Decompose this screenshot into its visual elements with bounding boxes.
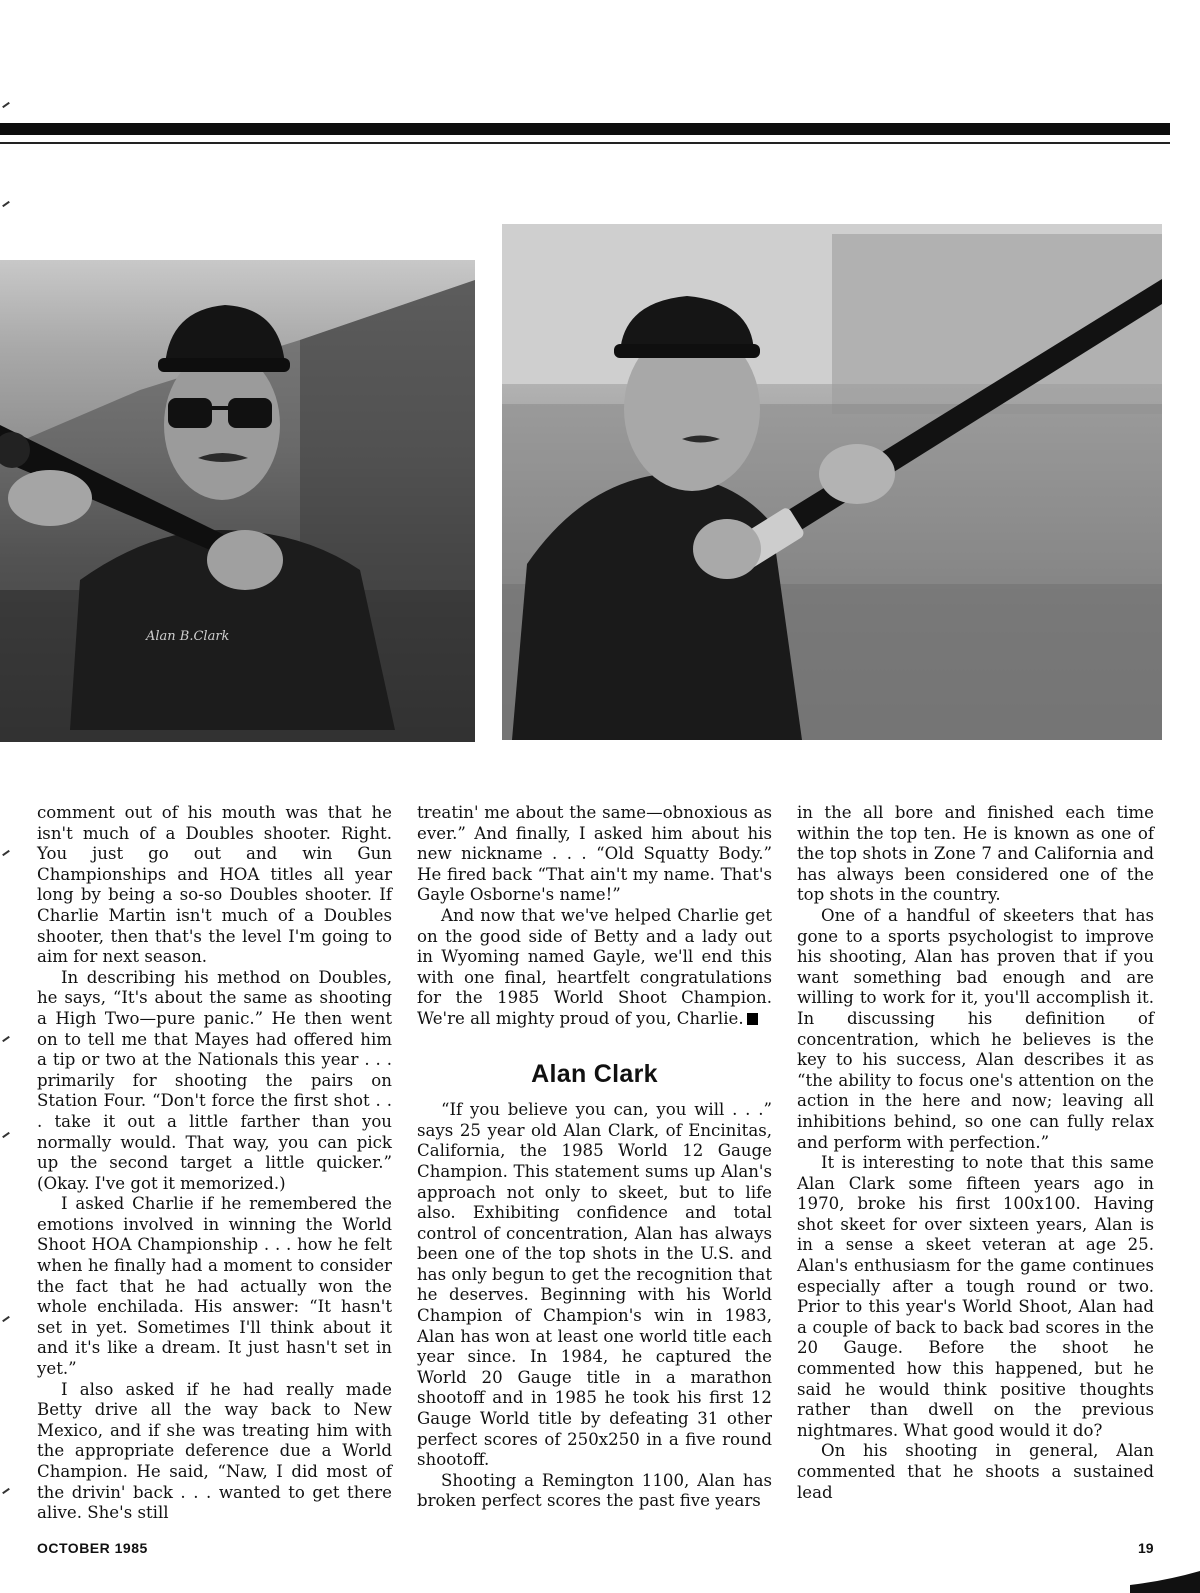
footer-page-number: 19 [1138,1540,1154,1556]
body-paragraph-text: And now that we've helped Charlie get on the good side of Betty and a lady out in Wyoming named Gayle, we'll end this with one final, heartfelt congratulations for the 1985 World Shoot Champion. We're all mighty proud of you, Charlie. [417,905,772,1028]
margin-tick [2,201,10,207]
body-paragraph: In describing his method on Doubles, he says, “It's about the same as shooting a High Two—pure panic.” He then went on to tell me that Mayes had offered him a tip or two at the Nationals this year . . . primarily for shooting the pairs on Station Four. “Don't force the first shot . . . take it out a little farther than you normally would. That way, you can pick up the second target a little quicker.” (Okay. I've got it memorized.) [37,967,392,1193]
closing-paragraph [417,906,772,1030]
body-paragraph: “If you believe you can, you will . . .” says 25 year old Alan Clark, of Encinitas, California, the 1985 World 12 Gauge Champion. This statement sums up Alan's approach not only to skeet, but to life also. Exhibiting confidence and total control of concentration, Alan has always been one of the top shots in the U.S. and has only begun to get the recognition that he deserves. Beginning with his World Champion of Champion's win in 1983, Alan has won at least one world title each year since. In 1984, he captured the World 20 Gauge title in a marathon shootoff and in 1985 he took his first 12 Gauge World title by defeating 31 other perfect scores of 250x250 in a five round shootoff. [417,1100,772,1470]
photo-alan-clark-sunglasses [0,260,475,742]
header-thin-rule [0,142,1170,144]
footer-issue-date: OCTOBER 1985 [37,1540,148,1556]
body-paragraph: It is interesting to note that this same Alan Clark some fifteen years ago in 1970, broke his first 100x100. Having shot skeet for over sixteen years, Alan is in a sense a skeet veteran at age 25. Alan's enthusiasm for the game continues especially after a tough round or two. Prior to this year's World Shoot, Alan had a couple of back to back bad scores in the 20 Gauge. Before the shoot he commented how this happened, but he said he would think positive thoughts rather than dwell on the previous nightmares. What good would it do? [797,1153,1154,1440]
body-paragraph: comment out of his mouth was that he isn't much of a Doubles shooter. Right. You just go out and win Gun Championships and HOA titles all year long by being a so-so Doubles shooter. If Charlie Martin isn't much of a Doubles shooter, then that's the level I'm going to aim for next season. [37,803,392,967]
body-paragraph: I also asked if he had really made Betty drive all the way back to New Mexico, and if she was treating him with the appropriate deference due a World Champion. He said, “Naw, I did most of the drivin' back . . . wanted to get there alive. She's still [37,1379,392,1523]
margin-tick [2,1036,10,1042]
margin-tick [2,1488,10,1494]
corner-swoosh-mark [1130,1563,1200,1593]
margin-tick [2,1132,10,1138]
body-paragraph: One of a handful of skeeters that has gone to a sports psychologist to improve his shooting, Alan has proven that if you want something bad enough and are willing to work for it, you'll accomplish it. In discussing his definition of concentration, which he believes is the key to his success, Alan describes it as “the ability to focus one's attention on the action in the here and now; leaving all inhibitions behind, so one can fully relax and perform with perfection.” [797,905,1154,1152]
margin-tick [2,102,10,108]
margin-tick [2,850,10,856]
body-paragraph: On his shooting in general, Alan commented that he shoots a sustained lead [797,1441,1154,1502]
article-column-2 [417,803,772,1512]
margin-tick [2,1316,10,1322]
body-paragraph: I asked Charlie if he remembered the emotions involved in winning the World Shoot HOA Championship . . . how he felt when he finally had a moment to consider the fact that he had actually won the whole enchilada. His answer: “It hasn't set in yet. Sometimes I'll think about it and it's like a dream. It just hasn't set in yet.” [37,1194,392,1379]
body-paragraph: treatin' me about the same—obnoxious as ever.” And finally, I asked him about his new nickname . . . “Old Squatty Body.” He fired back “That ain't my name. That's Gayle Osborne's name!” [417,803,772,905]
article-column-3 [797,803,1154,1503]
shirt-signature: Alan B.Clark [146,629,230,644]
body-paragraph: in the all bore and finished each time within the top ten. He is known as one of the top shots in Zone 7 and California and has always been considered one of the top shots in the country. [797,803,1154,905]
section-heading: Alan Clark [531,1059,658,1088]
photo-alan-clark-aiming [502,224,1162,740]
end-of-article-square-icon [747,1013,758,1025]
body-paragraph: Shooting a Remington 1100, Alan has broken perfect scores the past five years [417,1470,772,1511]
article-column-1 [37,803,392,1524]
header-thick-rule [0,123,1170,135]
